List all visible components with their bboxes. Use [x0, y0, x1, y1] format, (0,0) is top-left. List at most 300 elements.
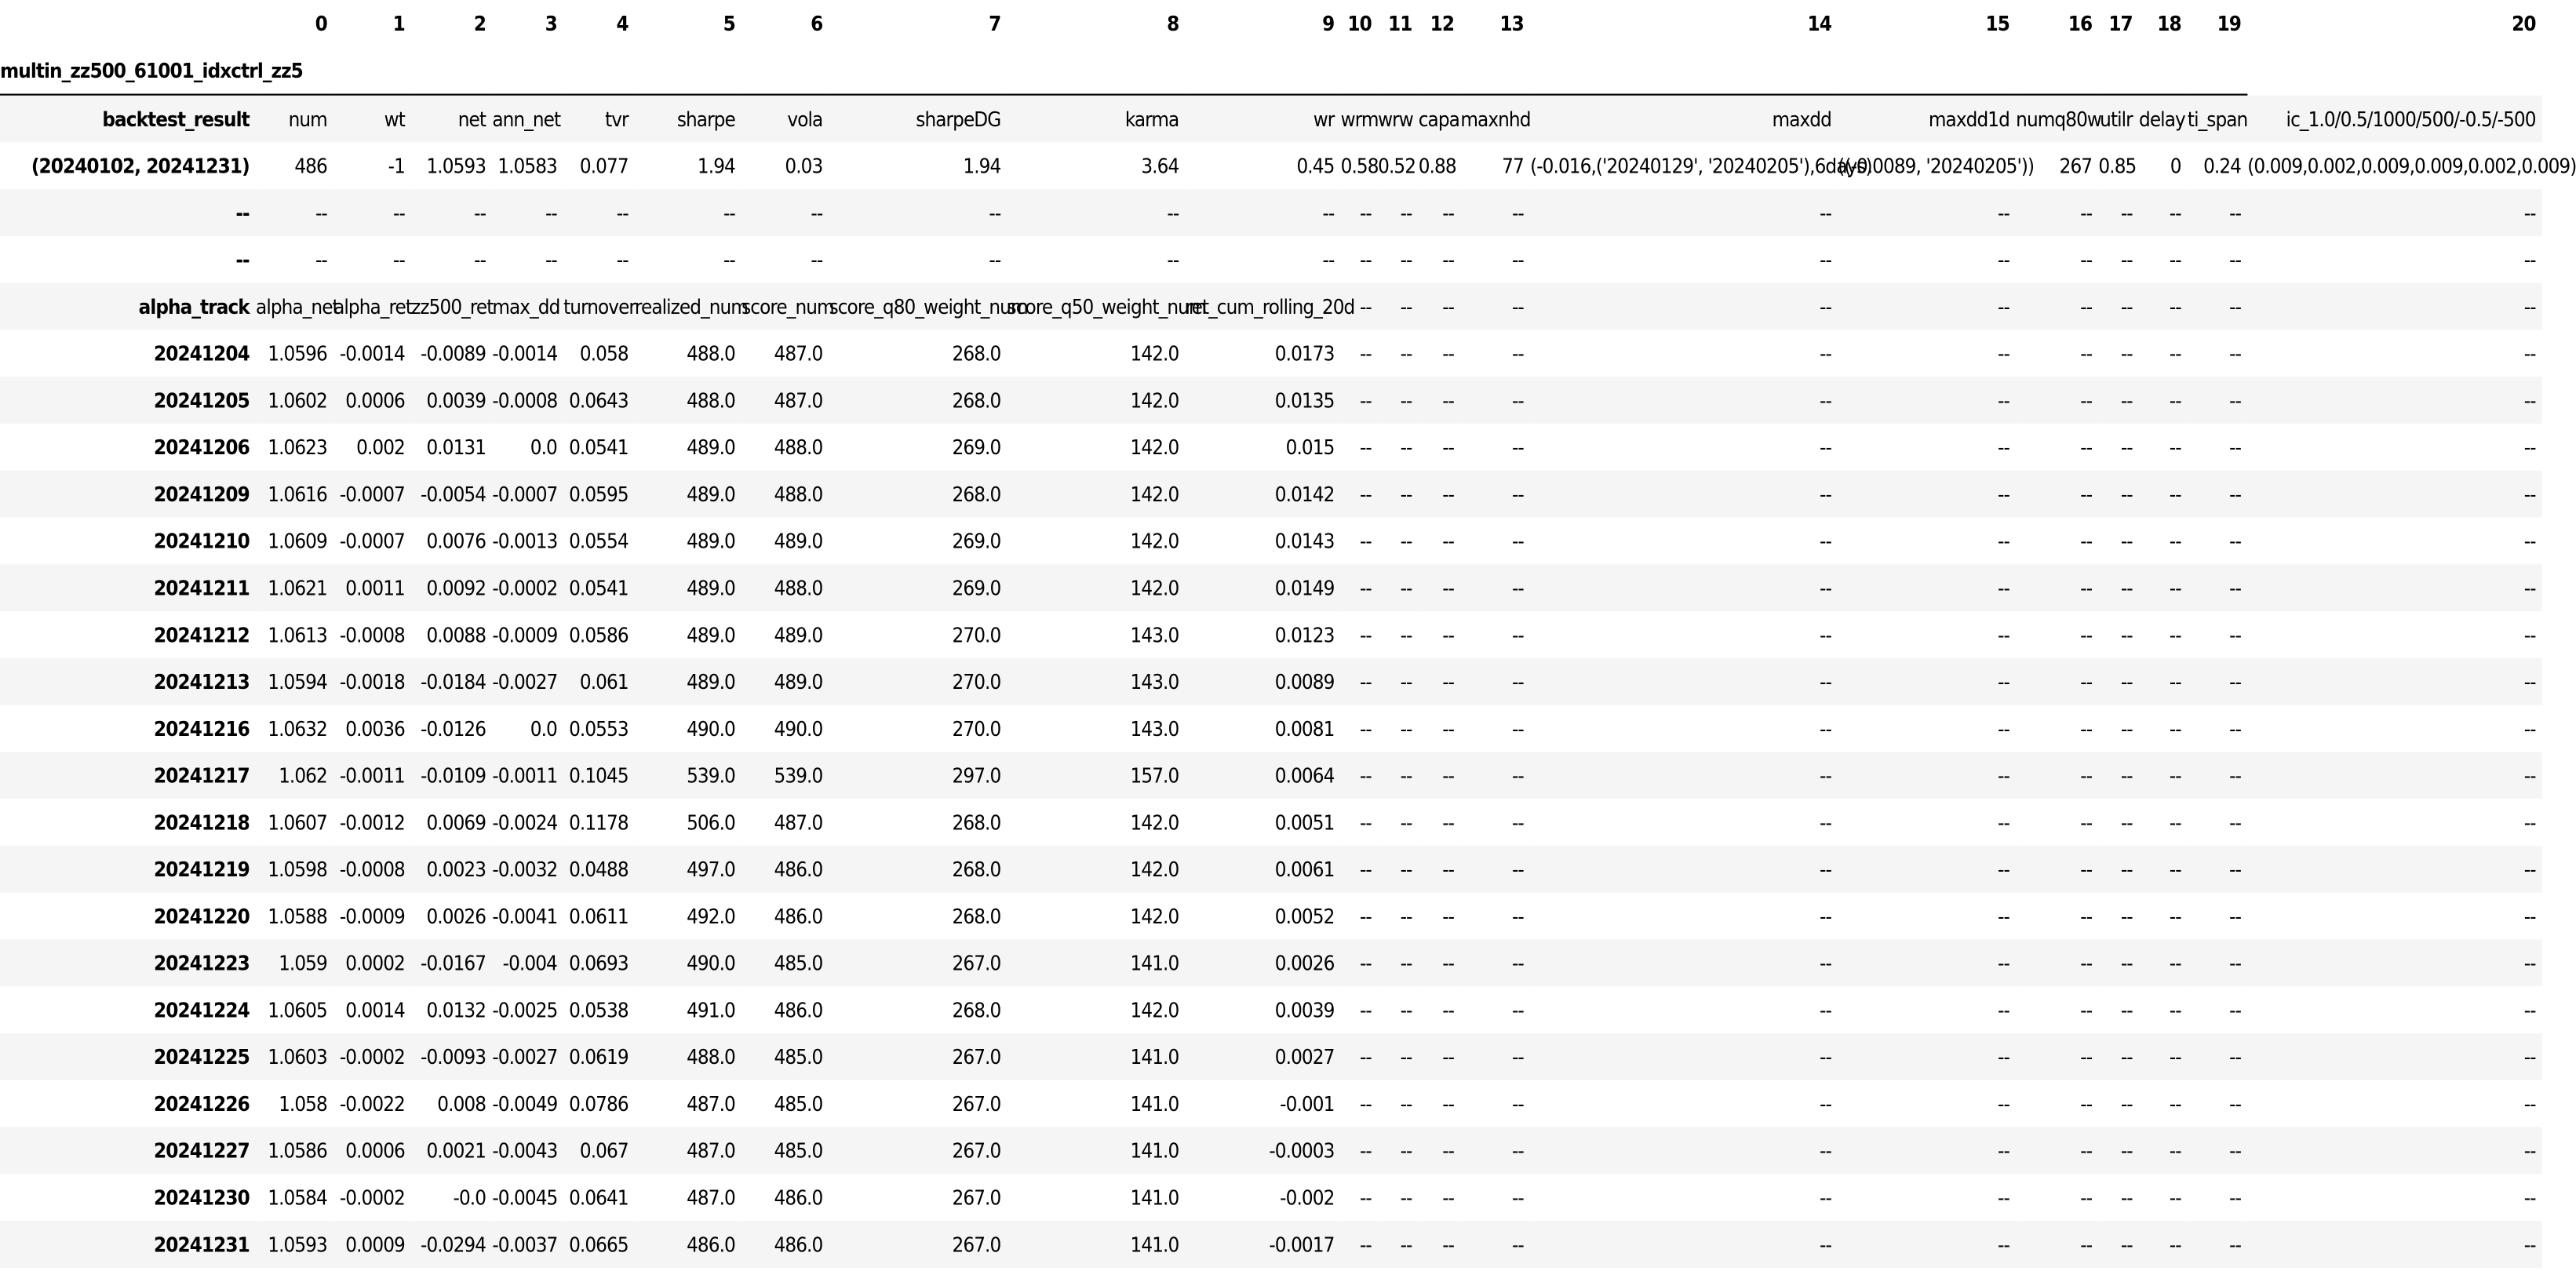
row-index-label: 20241212	[154, 622, 250, 647]
table-cell: 142.0	[1130, 341, 1179, 366]
table-cell: --	[2080, 997, 2093, 1022]
table-cell: --	[2120, 622, 2133, 647]
table-cell: --	[1820, 1138, 1831, 1163]
column-header: 11	[1388, 11, 1412, 36]
table-cell: 0.0023	[426, 857, 486, 882]
table-cell: -0.0022	[339, 1091, 405, 1116]
table-cell: --	[2169, 716, 2181, 741]
table-cell: 267.0	[952, 1138, 1001, 1163]
table-cell: --	[1820, 904, 1831, 929]
table-cell: 485.0	[774, 1044, 823, 1069]
table-cell: --	[1820, 294, 1831, 319]
table-cell: --	[1820, 669, 1831, 694]
row-index-label: 20241227	[154, 1138, 250, 1163]
table-cell: --	[2229, 1232, 2242, 1257]
table-cell: -0.0017	[1269, 1232, 1335, 1257]
table-cell: --	[1400, 904, 1412, 929]
table-cell: 486.0	[687, 1232, 735, 1257]
table-cell: --	[2169, 1091, 2181, 1116]
table-cell: --	[393, 200, 405, 225]
table-cell: --	[1998, 1091, 2009, 1116]
table-cell: --	[1400, 810, 1412, 835]
table-cell: 0.0036	[345, 716, 405, 741]
table-cell: 489.0	[687, 622, 735, 647]
row-index-label: 20241218	[154, 810, 250, 835]
table-cell: --	[1511, 482, 1524, 507]
table-cell: --	[1998, 247, 2009, 272]
table-cell: -0.0002	[339, 1185, 405, 1210]
table-row	[0, 1127, 2542, 1174]
column-header: 4	[616, 11, 629, 36]
row-index-label: 20241225	[154, 1044, 250, 1069]
table-cell: --	[2169, 341, 2181, 366]
table-cell: --	[1998, 1185, 2009, 1210]
row-index-label: 20241217	[154, 763, 250, 788]
table-cell: -0.0007	[492, 482, 558, 507]
table-cell: 1.0596	[268, 341, 327, 366]
table-cell: --	[1998, 810, 2009, 835]
table-cell: 0.058	[579, 341, 629, 366]
table-cell: 267.0	[952, 1185, 1001, 1210]
table-cell: 0.0002	[345, 950, 405, 975]
table-cell: 0.24	[2203, 153, 2242, 178]
table-cell: 1.0632	[268, 716, 327, 741]
table-cell: 488.0	[774, 575, 823, 600]
table-cell: 1.0623	[268, 435, 327, 460]
table-cell: --	[1820, 1091, 1831, 1116]
table-cell: --	[2169, 1232, 2181, 1257]
table-cell: --	[1511, 341, 1524, 366]
table-cell: 0.008	[437, 1091, 486, 1116]
table-cell: 488.0	[687, 388, 735, 413]
table-cell: --	[2169, 528, 2181, 553]
table-cell: --	[1820, 1044, 1831, 1069]
table-cell: --	[2523, 1138, 2536, 1163]
row-index-label: 20241220	[154, 904, 250, 929]
table-cell: 0.85	[2098, 153, 2137, 178]
table-cell: 486.0	[774, 997, 823, 1022]
table-cell: score_num	[741, 294, 834, 319]
table-cell: -0.0008	[339, 857, 405, 882]
table-cell: --	[2120, 997, 2133, 1022]
row-index-label: 20241231	[154, 1232, 250, 1257]
table-cell: --	[2169, 200, 2181, 225]
table-cell: --	[1820, 528, 1831, 553]
table-cell: --	[1998, 997, 2009, 1022]
table-cell: --	[1359, 810, 1372, 835]
table-cell: --	[2169, 482, 2181, 507]
table-cell: ti_span	[2187, 107, 2248, 131]
table-cell: 268.0	[952, 997, 1001, 1022]
table-cell: 0.0131	[426, 435, 486, 460]
table-cell: 0.061	[579, 669, 629, 694]
table-row	[0, 236, 2542, 283]
table-cell: 0.0014	[345, 997, 405, 1022]
table-cell: --	[1511, 247, 1524, 272]
table-cell: 1.062	[279, 763, 327, 788]
table-cell: 267	[2059, 153, 2093, 178]
table-cell: --	[2229, 763, 2242, 788]
table-row	[0, 518, 2542, 565]
table-cell: 488.0	[687, 341, 735, 366]
table-cell: 489.0	[774, 528, 823, 553]
table-cell: 0.0641	[569, 1185, 629, 1210]
table-cell: --	[1442, 622, 1455, 647]
column-header: 7	[989, 11, 1001, 36]
table-row	[0, 846, 2542, 893]
table-cell: -0.0054	[421, 482, 486, 507]
table-cell: 0.0143	[1274, 528, 1335, 553]
table-cell: score_q50_weight_num	[1007, 294, 1206, 319]
table-cell: --	[2229, 1044, 2242, 1069]
table-cell: --	[1167, 247, 1179, 272]
table-cell: 0.0	[530, 716, 557, 741]
table-cell: delay	[2139, 107, 2185, 131]
table-cell: 490.0	[687, 950, 735, 975]
table-cell: zz500_ret	[411, 294, 494, 319]
table-cell: -0.0014	[339, 341, 405, 366]
column-header: 19	[2217, 11, 2242, 36]
column-header: 20	[2512, 11, 2536, 36]
table-cell: --	[1511, 669, 1524, 694]
table-cell: 0.0052	[1274, 904, 1335, 929]
table-cell: 486.0	[774, 1185, 823, 1210]
table-cell: --	[2080, 247, 2093, 272]
table-cell: 497.0	[687, 857, 735, 882]
table-cell: --	[2523, 294, 2536, 319]
table-cell: --	[1400, 622, 1412, 647]
table-cell: --	[2080, 622, 2093, 647]
table-cell: --	[1359, 294, 1372, 319]
column-header: 0	[315, 11, 327, 36]
table-cell: --	[1442, 1185, 1455, 1210]
table-cell: --	[1359, 1044, 1372, 1069]
table-cell: --	[1511, 950, 1524, 975]
table-row	[0, 377, 2542, 424]
table-cell: (-0.016,('20240129', '20240205'),6days)	[1530, 153, 1872, 178]
dataframe-body	[0, 95, 2576, 1268]
table-cell: --	[1820, 763, 1831, 788]
table-cell: --	[2229, 247, 2242, 272]
row-index-label: 20241216	[154, 716, 250, 741]
table-cell: --	[1442, 904, 1455, 929]
table-cell: --	[989, 200, 1001, 225]
column-header: 14	[1807, 11, 1831, 36]
table-cell: --	[2080, 341, 2093, 366]
table-cell: 268.0	[952, 904, 1001, 929]
table-cell: --	[811, 200, 823, 225]
table-cell: --	[1400, 1138, 1412, 1163]
column-header: 18	[2157, 11, 2181, 36]
table-cell: 142.0	[1130, 810, 1179, 835]
table-cell: --	[1511, 528, 1524, 553]
table-cell: 487.0	[687, 1091, 735, 1116]
table-cell: --	[1442, 763, 1455, 788]
table-cell: 1.0613	[268, 622, 327, 647]
table-cell: --	[1998, 200, 2009, 225]
table-cell: --	[1359, 341, 1372, 366]
column-header: 2	[473, 11, 486, 36]
table-cell: --	[1820, 388, 1831, 413]
table-cell: -0.0011	[339, 763, 405, 788]
table-cell: --	[1359, 575, 1372, 600]
table-cell: 1.0609	[268, 528, 327, 553]
table-cell: --	[1400, 1185, 1412, 1210]
table-cell: 1.0598	[268, 857, 327, 882]
table-cell: --	[1400, 341, 1412, 366]
table-cell: 0.0006	[345, 388, 405, 413]
table-cell: 142.0	[1130, 528, 1179, 553]
table-cell: 142.0	[1130, 575, 1179, 600]
row-index-label: --	[235, 247, 250, 272]
table-cell: --	[2523, 997, 2536, 1022]
table-cell: 270.0	[952, 669, 1001, 694]
table-cell: --	[1998, 622, 2009, 647]
table-cell: --	[1359, 1185, 1372, 1210]
table-row	[0, 189, 2542, 236]
table-row	[0, 799, 2542, 846]
table-cell: 1.0594	[268, 669, 327, 694]
row-index-label: (20240102, 20241231)	[31, 153, 250, 178]
table-cell: 489.0	[687, 669, 735, 694]
table-cell: --	[1998, 341, 2009, 366]
table-cell: -0.0184	[421, 669, 486, 694]
column-index-row	[0, 0, 2542, 47]
table-cell: 1.94	[963, 153, 1001, 178]
table-cell: --	[2169, 388, 2181, 413]
table-cell: --	[2169, 997, 2181, 1022]
table-cell: --	[1820, 810, 1831, 835]
table-cell: 0.0088	[426, 622, 486, 647]
table-cell: 0.0149	[1274, 575, 1335, 600]
table-cell: alpha_ret	[333, 294, 413, 319]
row-index-label: alpha_track	[138, 294, 250, 319]
table-cell: --	[2229, 435, 2242, 460]
table-cell: --	[1442, 341, 1455, 366]
table-cell: -0.0009	[339, 904, 405, 929]
table-cell: 0.0586	[569, 622, 629, 647]
table-cell: 0.0051	[1274, 810, 1335, 835]
table-cell: 0.077	[579, 153, 629, 178]
table-cell: 0.0011	[345, 575, 405, 600]
table-cell: 268.0	[952, 857, 1001, 882]
row-index-label: 20241224	[154, 997, 250, 1022]
table-cell: --	[2120, 388, 2133, 413]
table-cell: 270.0	[952, 622, 1001, 647]
table-cell: --	[393, 247, 405, 272]
table-row	[0, 471, 2542, 518]
table-cell: 142.0	[1130, 857, 1179, 882]
table-cell: --	[1359, 716, 1372, 741]
table-cell: 489.0	[687, 528, 735, 553]
table-cell: --	[1359, 904, 1372, 929]
table-cell: --	[1359, 482, 1372, 507]
table-cell: --	[2523, 388, 2536, 413]
table-cell: --	[1998, 950, 2009, 975]
table-cell: 539.0	[687, 763, 735, 788]
table-cell: --	[1820, 575, 1831, 600]
column-header: 3	[545, 11, 557, 36]
table-cell: ret_cum_rolling_20d	[1185, 294, 1355, 319]
table-row	[0, 752, 2542, 799]
table-cell: --	[2080, 810, 2093, 835]
table-cell: --	[2523, 1232, 2536, 1257]
table-cell: --	[1359, 200, 1372, 225]
table-cell: --	[1998, 1138, 2009, 1163]
table-cell: --	[616, 247, 629, 272]
table-cell: -0.0027	[492, 669, 558, 694]
table-cell: --	[1511, 200, 1524, 225]
table-cell: -0.0027	[492, 1044, 558, 1069]
table-cell: --	[1359, 1138, 1372, 1163]
table-cell: --	[1400, 950, 1412, 975]
table-cell: -0.0018	[339, 669, 405, 694]
table-cell: -0.002	[1280, 1185, 1335, 1210]
table-cell: --	[545, 200, 557, 225]
table-cell: 77	[1502, 153, 1524, 178]
table-cell: 485.0	[774, 950, 823, 975]
table-cell: 485.0	[774, 1091, 823, 1116]
table-cell: 141.0	[1130, 1138, 1179, 1163]
table-cell: 1.0616	[268, 482, 327, 507]
table-cell: --	[2169, 857, 2181, 882]
table-cell: --	[989, 247, 1001, 272]
table-cell: --	[1400, 997, 1412, 1022]
table-cell: --	[1998, 857, 2009, 882]
table-cell: --	[1400, 857, 1412, 882]
table-cell: --	[2169, 669, 2181, 694]
table-cell: --	[1359, 857, 1372, 882]
table-cell: --	[616, 200, 629, 225]
table-cell: --	[1820, 482, 1831, 507]
table-cell: --	[1998, 528, 2009, 553]
table-cell: karma	[1124, 107, 1179, 131]
table-cell: --	[2120, 950, 2133, 975]
table-cell: --	[2229, 482, 2242, 507]
table-cell: --	[1359, 528, 1372, 553]
table-cell: --	[1511, 1044, 1524, 1069]
table-cell: --	[1820, 950, 1831, 975]
table-cell: 0.0069	[426, 810, 486, 835]
table-cell: 1.058	[279, 1091, 327, 1116]
table-cell: --	[1442, 950, 1455, 975]
table-cell: 141.0	[1130, 1185, 1179, 1210]
table-cell: --	[1511, 1138, 1524, 1163]
table-cell: -0.0045	[492, 1185, 558, 1210]
table-cell: --	[2229, 575, 2242, 600]
table-cell: --	[1442, 200, 1455, 225]
table-cell: 268.0	[952, 388, 1001, 413]
table-cell: --	[2080, 950, 2093, 975]
table-cell: --	[1511, 622, 1524, 647]
table-cell: --	[2080, 669, 2093, 694]
row-index-label: 20241209	[154, 482, 250, 507]
table-cell: --	[1442, 388, 1455, 413]
table-cell: 488.0	[687, 1044, 735, 1069]
table-cell: --	[2080, 575, 2093, 600]
row-index-label: backtest_result	[102, 107, 250, 131]
table-cell: 268.0	[952, 482, 1001, 507]
table-cell: --	[1511, 904, 1524, 929]
row-index-label: 20241205	[154, 388, 250, 413]
table-cell: --	[1442, 575, 1455, 600]
table-cell: --	[2229, 1185, 2242, 1210]
table-cell: 0.52	[1378, 153, 1416, 178]
table-cell: --	[1820, 622, 1831, 647]
table-cell: --	[2169, 763, 2181, 788]
table-cell: --	[1359, 1232, 1372, 1257]
table-cell: 0.0786	[569, 1091, 629, 1116]
table-cell: -0.0126	[421, 716, 486, 741]
table-cell: wrm	[1340, 107, 1379, 131]
table-row	[0, 1033, 2542, 1080]
table-cell: 0.0595	[569, 482, 629, 507]
table-cell: 0.0061	[1274, 857, 1335, 882]
table-cell: sharpeDG	[916, 107, 1001, 131]
table-cell: 0.0173	[1274, 341, 1335, 366]
table-cell: 269.0	[952, 575, 1001, 600]
table-cell: --	[2120, 341, 2133, 366]
table-cell: 488.0	[774, 482, 823, 507]
table-cell: 1.0607	[268, 810, 327, 835]
table-cell: 0.0081	[1274, 716, 1335, 741]
row-index-label: 20241219	[154, 857, 250, 882]
table-cell: --	[811, 247, 823, 272]
table-cell: --	[1820, 1232, 1831, 1257]
column-header: 5	[723, 11, 735, 36]
table-row	[0, 283, 2542, 330]
table-cell: --	[1442, 716, 1455, 741]
table-cell: -0.0032	[492, 857, 558, 882]
table-cell: --	[1442, 482, 1455, 507]
column-header: 12	[1430, 11, 1455, 36]
table-row	[0, 986, 2542, 1033]
table-cell: -0.0011	[492, 763, 558, 788]
table-cell: 486.0	[774, 904, 823, 929]
table-cell: --	[1998, 388, 2009, 413]
table-cell: 141.0	[1130, 1044, 1179, 1069]
table-cell: 0.067	[579, 1138, 629, 1163]
table-cell: --	[1400, 575, 1412, 600]
table-cell: capa	[1418, 107, 1459, 131]
table-cell: --	[474, 247, 486, 272]
table-cell: -0.0294	[421, 1232, 486, 1257]
table-cell: --	[2169, 1044, 2181, 1069]
table-cell: --	[1442, 435, 1455, 460]
table-cell: realized_num	[634, 294, 748, 319]
table-cell: --	[1442, 294, 1455, 319]
table-cell: --	[2080, 1138, 2093, 1163]
table-cell: --	[2169, 1138, 2181, 1163]
table-cell: 0.002	[356, 435, 405, 460]
table-cell: utilr	[2100, 107, 2133, 131]
table-cell: 0.0142	[1274, 482, 1335, 507]
table-cell: --	[2080, 1044, 2093, 1069]
column-header: 6	[811, 11, 823, 36]
column-header: 1	[392, 11, 405, 36]
table-cell: 143.0	[1130, 669, 1179, 694]
table-cell: --	[1359, 997, 1372, 1022]
table-cell: --	[2080, 904, 2093, 929]
table-cell: 142.0	[1130, 388, 1179, 413]
table-cell: --	[2229, 528, 2242, 553]
table-cell: --	[1400, 1232, 1412, 1257]
table-cell: --	[1998, 482, 2009, 507]
table-cell: 1.94	[697, 153, 735, 178]
table-cell: --	[2120, 200, 2133, 225]
table-cell: 297.0	[952, 763, 1001, 788]
table-cell: 0.0488	[569, 857, 629, 882]
